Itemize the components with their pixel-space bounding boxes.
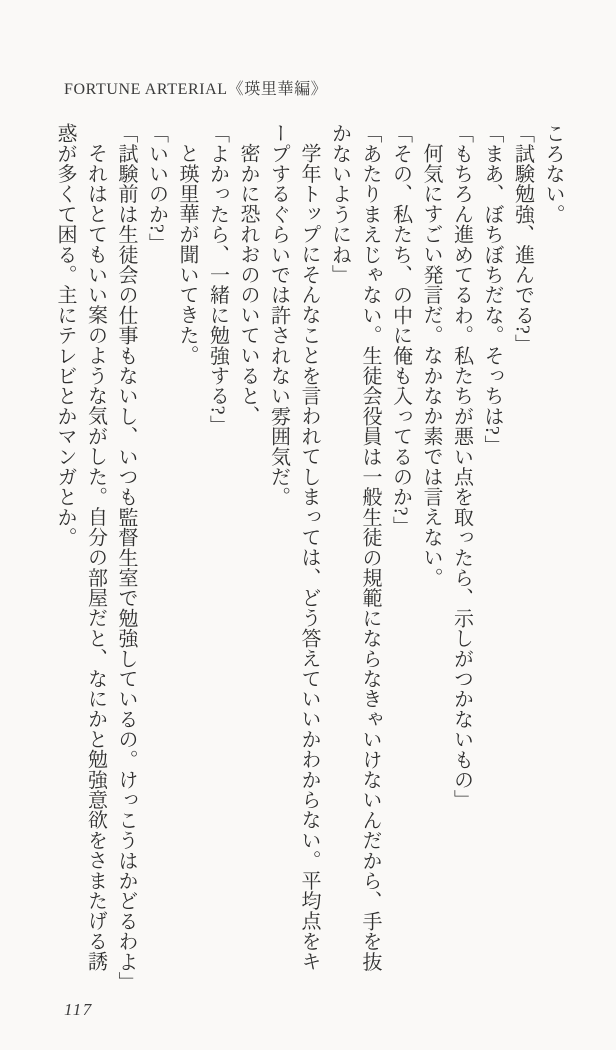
text-line: 学年トップにそんなことを言われてしまっては、どう答えていいかわからない。平均点をキ: [298, 143, 320, 972]
text-line: 「あたりまえじゃない。生徒会役員は一般生徒の規範にならなきゃいけないんだから、手を抜: [359, 123, 381, 972]
text-line: 密かに恐れおののいていると、: [237, 143, 259, 426]
text-line: 「まあ、ぼちぼちだな。そっちは?」: [481, 123, 503, 456]
text-block: [50, 123, 569, 1003]
text-line: 「よかったら、一緒に勉強する?」: [206, 123, 229, 436]
page-number: 117: [64, 1000, 93, 1019]
text-line: 「もちろん進めてるわ。私たちが悪い点を取ったら、示しがつかないもの」: [450, 123, 473, 810]
text-line: ころない。: [542, 123, 564, 224]
text-line: ープするぐらいでは許されない雰囲気だ。: [267, 123, 290, 507]
text-line: と瑛里華が聞いてきた。: [176, 143, 198, 366]
text-line: 「試験勉強、進んでる?」: [511, 123, 534, 355]
text-line: 「その、私たち、の中に俺も入ってるのか?」: [389, 123, 412, 537]
text-line: 「いいのか?」: [145, 123, 168, 254]
text-line: 惑が多くて困る。主にテレビとかマンガとか。: [54, 123, 76, 548]
text-line: 「試験前は生徒会の仕事もないし、いつも監督生室で勉強しているの。けっこうはかどるわよ」: [115, 123, 137, 992]
text-line: かないようにね」: [328, 123, 351, 285]
running-header-title: FORTUNE ARTERIAL《瑛里華編》: [64, 81, 328, 98]
text-line: それはとてもいい案のような気がした。自分の部屋だと、なにかと勉強意欲をさまたげる誘: [84, 143, 107, 972]
text-line: 何気にすごい発言だ。なかなか素では言えない。: [420, 143, 442, 588]
